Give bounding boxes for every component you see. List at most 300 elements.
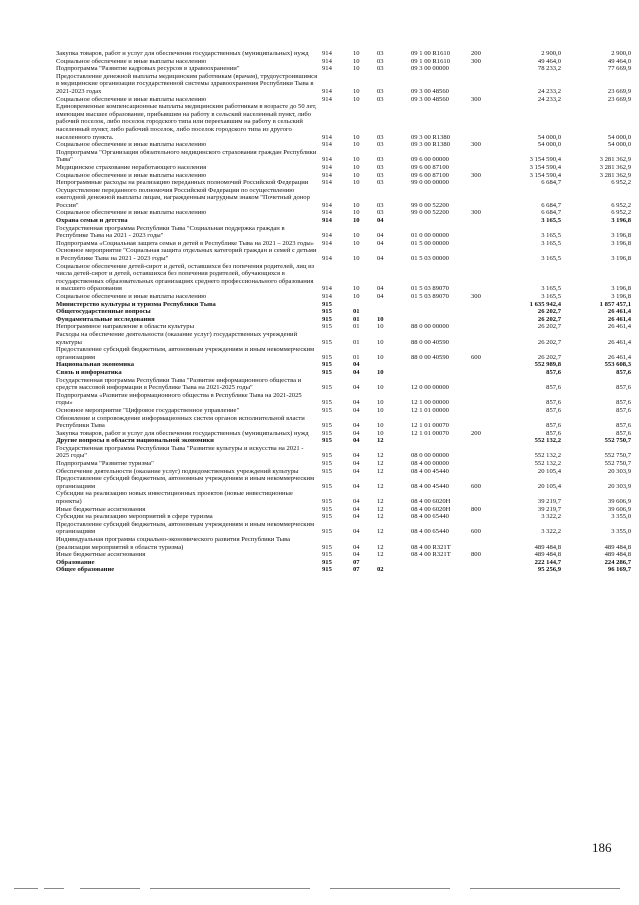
cell-code: 914	[322, 156, 332, 164]
cell-v2: 552 750,7	[604, 460, 631, 468]
table-row	[56, 308, 636, 316]
cell-name: Предоставление субсидий бюджетным, автономным учреждениям и иным некоммерческим организациям	[56, 520, 315, 536]
cell-v2: 857,6	[616, 422, 631, 430]
cell-name: Общее образование	[56, 566, 115, 574]
cell-v2: 3 196,8	[611, 239, 631, 247]
cell-v2: 39 606,9	[607, 498, 631, 506]
cell-v2: 26 461,4	[607, 353, 631, 361]
cell-rz: 04	[353, 505, 360, 513]
cell-pr: 04	[377, 232, 384, 240]
cell-rz: 07	[353, 566, 360, 574]
cell-csr: 12 1 01 00070	[411, 429, 449, 437]
cell-v2: 20 303,9	[607, 482, 631, 490]
cell-rz: 04	[353, 528, 360, 536]
cell-csr: 88 0 00 00000	[411, 323, 449, 331]
cell-rz: 04	[353, 399, 360, 407]
cell-name: Иные бюджетные ассигнования	[56, 505, 146, 513]
cell-code: 914	[322, 87, 332, 95]
table-row	[56, 460, 636, 468]
cell-rz: 07	[353, 558, 360, 566]
cell-name: Индивидуальная программа социально-экономического развития Республики Тыва (реализация мероприятий в области туризма)	[56, 536, 291, 551]
cell-v2: 3 196,8	[611, 293, 631, 300]
table-row	[56, 316, 636, 324]
cell-rz: 10	[353, 65, 360, 73]
cell-name: Единовременные компенсационные выплаты медицинским работникам в возрасте до 50 лет, имеющим высшее образование, прибывшим на работу в сельский населенный пункт, либо рабочий поселок, либо поселок городского типа или переехавшим на работу в сельский населенный пункт, либо рабочий поселок, либо поселок городского типа из другого населенного пункта.	[56, 103, 317, 141]
cell-rz: 10	[353, 57, 360, 65]
cell-pr: 12	[377, 551, 384, 559]
cell-csr: 09 6 00 00000	[411, 156, 449, 164]
cell-code: 915	[322, 452, 332, 460]
table-row	[56, 263, 636, 293]
cell-v1: 26 202,7	[537, 308, 561, 316]
cell-v2: 77 669,9	[607, 65, 631, 73]
cell-pr: 10	[377, 368, 384, 376]
cell-v1: 39 219,7	[537, 498, 561, 506]
table-row	[56, 96, 636, 104]
cell-v1: 3 322,2	[541, 528, 561, 536]
cell-v2: 6 952,2	[611, 209, 631, 217]
cell-v1: 20 105,4	[537, 482, 561, 490]
cell-code: 914	[322, 171, 332, 179]
cell-v1: 857,6	[546, 368, 561, 376]
cell-name: Государственная программа Республики Тыва "Развитие информационного общества и средств массовой информации в Республике Тыва на 2021-2025 годы"	[56, 376, 302, 392]
cell-name: Подпрограмма «Социальная защита семьи и детей в Республике Тыва на 2021 – 2023 годы»	[56, 239, 314, 247]
cell-v2: 3 196,8	[611, 217, 631, 225]
table-row	[56, 346, 636, 361]
cell-v2: 1 857 457,1	[599, 300, 631, 308]
cell-rz: 10	[353, 141, 360, 149]
cell-v1: 552 132,2	[534, 452, 561, 460]
cell-v2: 857,6	[616, 399, 631, 407]
cell-v2: 857,6	[616, 384, 631, 392]
cell-v2: 96 169,7	[607, 566, 631, 574]
cell-name: Общегосударственные вопросы	[56, 308, 151, 316]
table-row	[56, 58, 636, 66]
cell-v2: 3 196,8	[611, 255, 631, 263]
cell-v2: 26 461,4	[607, 308, 631, 316]
table-row	[56, 164, 636, 172]
cell-rz: 04	[353, 384, 360, 392]
cell-rz: 04	[353, 422, 360, 430]
cell-v2: 489 484,8	[604, 543, 631, 551]
cell-code: 915	[322, 498, 332, 506]
cell-name: Закупка товаров, работ и услуг для обеспечения государственных (муниципальных) нужд	[56, 429, 309, 437]
cell-rz: 10	[353, 217, 360, 225]
table-row	[56, 468, 636, 476]
cell-rz: 10	[353, 156, 360, 164]
cell-csr: 08 4 00 45440	[411, 482, 449, 490]
cell-rz: 04	[353, 452, 360, 460]
cell-csr: 09 3 00 00000	[411, 65, 449, 73]
cell-name: Подпрограмма "Организация обязательного медицинского страхования граждан Республики Тыва"	[56, 148, 317, 164]
cell-v2: 2 900,0	[611, 50, 631, 57]
cell-name: Непрограммные расходы на реализацию переданных полномочий Российской Федерации	[56, 179, 309, 187]
cell-v1: 6 684,7	[541, 209, 561, 217]
cell-rz: 10	[353, 293, 360, 300]
cell-code: 915	[322, 323, 332, 331]
cell-code: 914	[322, 133, 332, 141]
cell-v1: 24 233,2	[537, 87, 561, 95]
cell-v2: 23 669,9	[607, 95, 631, 103]
cell-code: 914	[322, 293, 332, 300]
cell-code: 915	[322, 399, 332, 407]
cell-code: 914	[322, 232, 332, 240]
cell-rz: 10	[353, 133, 360, 141]
cell-name: Осуществление переданного полномочия Российской Федерации по осуществлению ежегодной денежной выплаты лицам, награжденным нагрудным знаком "Почетный донор России"	[56, 186, 310, 209]
cell-pr: 12	[377, 513, 384, 521]
table-row	[56, 187, 636, 210]
cell-code: 914	[322, 209, 332, 217]
cell-pr: 03	[377, 50, 384, 57]
cell-code: 914	[322, 57, 332, 65]
cell-csr: 08 0 00 00000	[411, 452, 449, 460]
cell-v2: 26 461,4	[607, 323, 631, 331]
cell-code: 915	[322, 543, 332, 551]
cell-csr: 01 5 00 00000	[411, 239, 449, 247]
cell-pr: 04	[377, 285, 384, 293]
table-row	[56, 217, 636, 225]
cell-code: 915	[322, 513, 332, 521]
cell-code: 915	[322, 368, 332, 376]
cell-rz: 10	[353, 95, 360, 103]
cell-pr: 10	[377, 384, 384, 392]
cell-name: Предоставление субсидий бюджетным, автономным учреждениям и иным некоммерческим организациям	[56, 475, 315, 490]
cell-vr: 800	[471, 505, 481, 513]
cell-v2: 3 355,0	[611, 513, 631, 521]
table-row	[56, 331, 636, 346]
table-row	[56, 65, 636, 73]
cell-code: 915	[322, 558, 332, 566]
table-row	[56, 240, 636, 248]
cell-pr: 10	[377, 422, 384, 430]
cell-v1: 857,6	[546, 384, 561, 392]
cell-pr: 12	[377, 452, 384, 460]
cell-v1: 2 900,0	[541, 50, 561, 57]
cell-code: 914	[322, 239, 332, 247]
cell-csr: 12 1 00 00000	[411, 399, 449, 407]
cell-pr: 04	[377, 239, 384, 247]
cell-rz: 10	[353, 50, 360, 57]
cell-pr: 03	[377, 209, 384, 217]
cell-code: 915	[322, 315, 332, 323]
cell-rz: 10	[353, 171, 360, 179]
cell-pr: 04	[377, 255, 384, 263]
cell-pr: 03	[377, 87, 384, 95]
cell-pr: 03	[377, 156, 384, 164]
table-row	[56, 301, 636, 309]
table-row	[56, 392, 636, 407]
cell-pr: 10	[377, 399, 384, 407]
cell-rz: 01	[353, 323, 360, 331]
cell-v1: 6 684,7	[541, 179, 561, 187]
table-row	[56, 103, 636, 141]
cell-rz: 01	[353, 308, 360, 316]
cell-v1: 54 000,0	[537, 141, 561, 149]
cell-pr: 12	[377, 505, 384, 513]
cell-csr: 12 1 01 00070	[411, 422, 449, 430]
cell-pr: 12	[377, 498, 384, 506]
cell-rz: 04	[353, 482, 360, 490]
cell-vr: 200	[471, 429, 481, 437]
cell-vr: 300	[471, 57, 481, 65]
cell-csr: 09 6 00 87100	[411, 163, 449, 171]
cell-rz: 04	[353, 368, 360, 376]
table-row	[56, 521, 636, 536]
table-row	[56, 247, 636, 262]
cell-code: 915	[322, 300, 332, 308]
cell-csr: 01 5 03 00000	[411, 255, 449, 263]
cell-name: Закупка товаров, работ и услуг для обеспечения государственных (муниципальных) нужд	[56, 50, 309, 57]
table-row	[56, 369, 636, 377]
cell-csr: 88 0 00 40590	[411, 353, 449, 361]
cell-csr: 08 4 00 00000	[411, 460, 449, 468]
cell-v2: 857,6	[616, 406, 631, 414]
cell-v1: 3 154 590,4	[529, 171, 561, 179]
table-row	[56, 73, 636, 96]
cell-pr: 12	[377, 543, 384, 551]
cell-v1: 3 322,2	[541, 513, 561, 521]
cell-v1: 3 165,5	[541, 285, 561, 293]
cell-pr: 12	[377, 437, 384, 445]
cell-v2: 3 281 362,9	[599, 156, 631, 164]
cell-v1: 26 202,7	[537, 315, 561, 323]
cell-pr: 10	[377, 353, 384, 361]
cell-csr: 01 5 03 89070	[411, 293, 449, 300]
cell-v1: 6 684,7	[541, 201, 561, 209]
cell-code: 915	[322, 528, 332, 536]
cell-rz: 10	[353, 239, 360, 247]
cell-csr: 09 1 00 R1610	[411, 50, 451, 57]
cell-v2: 39 606,9	[607, 505, 631, 513]
table-row	[56, 415, 636, 430]
cell-rz: 04	[353, 437, 360, 445]
cell-pr: 12	[377, 528, 384, 536]
cell-pr: 10	[377, 338, 384, 346]
table-row	[56, 475, 636, 490]
cell-name: Подпрограмма "Развитие туризма"	[56, 460, 154, 468]
cell-name: Социальное обеспечение и иные выплаты населению	[56, 293, 207, 300]
cell-rz: 10	[353, 209, 360, 217]
cell-v2: 3 355,0	[611, 528, 631, 536]
cell-v1: 49 464,0	[537, 57, 561, 65]
cell-vr: 600	[471, 353, 481, 361]
cell-v1: 857,6	[546, 406, 561, 414]
table-row	[56, 506, 636, 514]
cell-v1: 1 635 942,4	[529, 300, 561, 308]
cell-v2: 26 461,4	[607, 338, 631, 346]
table-row	[56, 149, 636, 164]
cell-code: 915	[322, 460, 332, 468]
cell-v2: 3 196,8	[611, 285, 631, 293]
cell-pr: 03	[377, 65, 384, 73]
cell-v1: 26 202,7	[537, 323, 561, 331]
cell-csr: 12 1 01 00000	[411, 406, 449, 414]
cell-code: 915	[322, 437, 332, 445]
cell-v2: 3 281 362,9	[599, 171, 631, 179]
table-row	[56, 513, 636, 521]
cell-rz: 04	[353, 406, 360, 414]
cell-v2: 552 750,7	[604, 437, 631, 445]
cell-v1: 78 233,2	[537, 65, 561, 73]
cell-vr: 200	[471, 50, 481, 57]
cell-rz: 04	[353, 467, 360, 475]
cell-rz: 10	[353, 87, 360, 95]
cell-code: 914	[322, 179, 332, 187]
cell-csr: 09 1 00 R1610	[411, 57, 451, 65]
table-row	[56, 141, 636, 149]
cell-rz: 04	[353, 429, 360, 437]
cell-pr: 10	[377, 406, 384, 414]
cell-csr: 99 0 00 52200	[411, 201, 449, 209]
table-row	[56, 536, 636, 551]
cell-v2: 489 484,8	[604, 551, 631, 559]
cell-vr: 300	[471, 209, 481, 217]
table-row	[56, 377, 636, 392]
cell-code: 915	[322, 353, 332, 361]
cell-name: Предоставление денежной выплаты медицинским работникам (врачам), трудоустроившимся в медицинские организации государственной системы здравоохранения Республики Тыва в 2021-2023 годах	[56, 72, 318, 95]
cell-name: Министерство культуры и туризма Республики Тыва	[56, 300, 216, 308]
cell-v2: 6 952,2	[611, 179, 631, 187]
page-number: 186	[592, 840, 612, 855]
cell-name: Фундаментальные исследования	[56, 315, 155, 323]
cell-csr: 08 4 00 6020Н	[411, 505, 451, 513]
table-row	[56, 225, 636, 240]
cell-csr: 99 0 00 52200	[411, 209, 449, 217]
cell-name: Основное мероприятие "Социальная защита отдельных категорий граждан и семей с детьми в Республике Тыва на 2021 - 2023 годы"	[56, 247, 317, 263]
cell-csr: 09 3 00 48560	[411, 95, 449, 103]
cell-rz: 10	[353, 255, 360, 263]
cell-csr: 09 6 00 87100	[411, 171, 449, 179]
cell-pr: 10	[377, 429, 384, 437]
cell-rz: 04	[353, 543, 360, 551]
cell-code: 914	[322, 255, 332, 263]
cell-v1: 552 989,8	[534, 361, 561, 369]
cell-name: Национальная экономика	[56, 361, 135, 369]
table-row	[56, 566, 636, 574]
cell-v1: 489 484,8	[534, 551, 561, 559]
cell-vr: 300	[471, 141, 481, 149]
cell-name: Субсидии на реализацию мероприятий в сфере туризма	[56, 513, 213, 521]
cell-v1: 552 132,2	[534, 437, 561, 445]
cell-v1: 3 165,5	[541, 293, 561, 300]
cell-code: 915	[322, 429, 332, 437]
cell-name: Предоставление субсидий бюджетным, автономным учреждениям и иным некоммерческим организациям	[56, 346, 315, 361]
cell-code: 915	[322, 406, 332, 414]
cell-name: Образование	[56, 558, 95, 566]
cell-vr: 800	[471, 551, 481, 559]
cell-pr: 12	[377, 467, 384, 475]
cell-rz: 10	[353, 201, 360, 209]
cell-csr: 08 4 00 R321T	[411, 551, 451, 559]
cell-name: Социальное обеспечение и иные выплаты населению	[56, 141, 207, 149]
cell-code: 914	[322, 95, 332, 103]
cell-pr: 02	[377, 566, 384, 574]
cell-name: Социальное обеспечение и иные выплаты населению	[56, 57, 207, 65]
cell-v1: 20 105,4	[537, 467, 561, 475]
cell-v1: 54 000,0	[537, 133, 561, 141]
cell-code: 914	[322, 163, 332, 171]
cell-v1: 3 154 590,4	[529, 156, 561, 164]
cell-v2: 224 286,7	[604, 558, 631, 566]
table-row	[56, 172, 636, 180]
cell-v2: 3 196,8	[611, 232, 631, 240]
cell-v2: 54 000,0	[607, 141, 631, 149]
cell-v2: 553 608,3	[604, 361, 631, 369]
cell-pr: 03	[377, 163, 384, 171]
cell-name: Медицинское страхование неработающего населения	[56, 163, 207, 171]
cell-v1: 3 165,5	[541, 217, 561, 225]
cell-code: 915	[322, 384, 332, 392]
cell-rz: 04	[353, 361, 360, 369]
cell-csr: 01 0 00 00000	[411, 232, 449, 240]
table-row	[56, 559, 636, 567]
cell-rz: 04	[353, 460, 360, 468]
cell-csr: 09 3 00 R1380	[411, 133, 451, 141]
cell-v2: 23 669,9	[607, 87, 631, 95]
table-row	[56, 323, 636, 331]
cell-v1: 3 165,5	[541, 232, 561, 240]
cell-v1: 857,6	[546, 422, 561, 430]
cell-rz: 10	[353, 232, 360, 240]
cell-csr: 09 3 00 R1380	[411, 141, 451, 149]
cell-rz: 04	[353, 513, 360, 521]
table-row	[56, 50, 636, 58]
cell-csr: 88 0 00 40590	[411, 338, 449, 346]
cell-v1: 552 132,2	[534, 460, 561, 468]
table-row	[56, 437, 636, 445]
cell-name: Подпрограмма «Развитие информационного общества в Республике Тыва на 2021-2025 годы»	[56, 391, 302, 407]
table-row	[56, 293, 636, 301]
cell-v1: 222 144,7	[534, 558, 561, 566]
cell-code: 915	[322, 422, 332, 430]
cell-code: 914	[322, 50, 332, 57]
cell-pr: 03	[377, 95, 384, 103]
cell-v1: 857,6	[546, 399, 561, 407]
cell-name: Непрограммное направление в области культуры	[56, 323, 194, 331]
cell-csr: 99 0 00 00000	[411, 179, 449, 187]
cell-pr: 04	[377, 217, 384, 225]
cell-name: Расходы на обеспечение деятельности (оказание услуг) государственных учреждений культуры	[56, 330, 298, 346]
table-row	[56, 445, 636, 460]
cell-rz: 10	[353, 179, 360, 187]
cell-pr: 03	[377, 179, 384, 187]
cell-vr: 600	[471, 482, 481, 490]
cell-csr: 08 4 00 65440	[411, 513, 449, 521]
cell-v1: 26 202,7	[537, 338, 561, 346]
cell-code: 915	[322, 482, 332, 490]
cell-name: Обеспечение деятельности (оказание услуг) подведомственных учреждений культуры	[56, 467, 299, 475]
cell-v2: 26 461,4	[607, 315, 631, 323]
cell-pr: 12	[377, 460, 384, 468]
cell-name: Обновление и сопровождение информационных систем органов исполнительной власти Республики Тыва	[56, 414, 305, 430]
cell-rz: 01	[353, 315, 360, 323]
cell-v2: 6 952,2	[611, 201, 631, 209]
cell-csr: 08 4 00 6020Н	[411, 498, 451, 506]
cell-name: Социальное обеспечение детей-сирот и детей, оставшихся без попечения родителей, лиц из числа детей-сирот и детей, оставшихся без попечения родителей, обучающихся в государственных образовательных организациях среднего профессионального образования и высшего образования	[56, 262, 315, 293]
cell-v2: 857,6	[616, 368, 631, 376]
cell-v1: 39 219,7	[537, 505, 561, 513]
cell-code: 915	[322, 566, 332, 574]
cell-name: Субсидии на реализацию новых инвестиционных проектов (новые инвестиционные проекты)	[56, 490, 293, 506]
cell-code: 915	[322, 505, 332, 513]
table-row	[56, 430, 636, 438]
cell-csr: 09 3 00 48560	[411, 87, 449, 95]
cell-v1: 3 154 590,4	[529, 163, 561, 171]
cell-code: 915	[322, 551, 332, 559]
cell-v1: 95 256,9	[537, 566, 561, 574]
cell-code: 915	[322, 361, 332, 369]
cell-rz: 01	[353, 338, 360, 346]
